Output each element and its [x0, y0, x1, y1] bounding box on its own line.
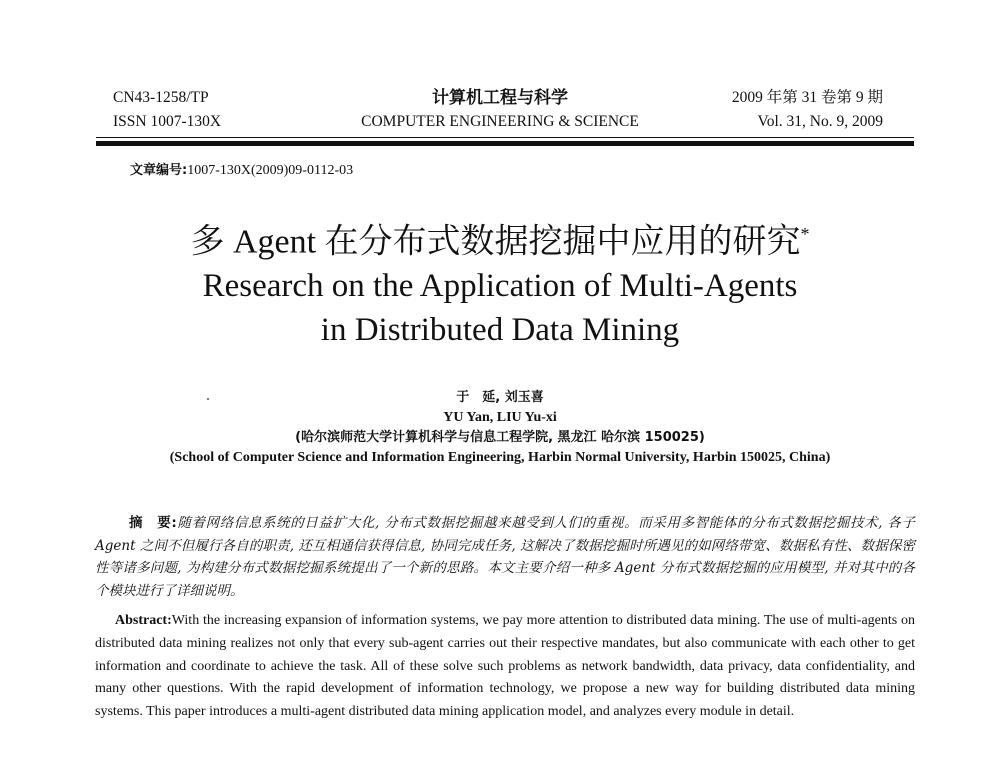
title-cn-text: 多 Agent 在分布式数据挖掘中应用的研究: [190, 223, 801, 261]
issn: ISSN 1007-130X: [113, 113, 222, 130]
article-number: [130, 159, 353, 179]
abstract-en: [95, 610, 915, 724]
header-right: [732, 86, 883, 134]
header-rule-thin: [96, 137, 914, 138]
article-number-value: 1007-130X(2009)09-0112-03: [187, 163, 354, 178]
affiliation-cn: (哈尔滨师范大学计算机科学与信息工程学院, 黑龙江 哈尔滨 150025): [295, 430, 705, 445]
abstract-en-text: With the increasing expansion of information systems, we pay more attention to distributed data mining. The use of multi-agents on distributed data mining realizes not only that every sub-agent carries out their respective mandates, but also communicate with each other to get information and coordinate to achieve the task. All of these solve such problems as network bandwidth, data privacy, data confidentiality, and many other questions. With the rapid development of information technology, we propose a new way for building distributed data mining systems. This paper introduces a multi-agent distributed data mining application model, and analyzes every module in detail.: [95, 613, 915, 720]
title-cn: [0, 212, 1000, 264]
article-number-label: 文章编号:: [130, 163, 188, 178]
abstract-en-label: Abstract:: [115, 613, 172, 628]
affiliation-en: (School of Computer Science and Information Engineering, Harbin Normal University, Harbin 150025, China): [169, 450, 831, 465]
cn-code: CN43-1258/TP: [113, 89, 209, 106]
issue-cn: 2009 年第 31 卷第 9 期: [731, 89, 883, 106]
title-footnote-mark: *: [800, 224, 810, 244]
title-en: [0, 264, 1000, 352]
abstract-cn: [95, 512, 915, 602]
journal-title-cn: 计算机工程与科学: [432, 88, 568, 108]
authors-cn: 于 延, 刘玉喜: [456, 390, 544, 405]
authors-block: [0, 388, 1000, 468]
journal-title-en: COMPUTER ENGINEERING & SCIENCE: [361, 113, 639, 130]
title-en-line2: in Distributed Data Mining: [320, 312, 680, 348]
authors-en: YU Yan, LIU Yu-xi: [443, 410, 557, 425]
abstract-cn-label: 摘 要:: [129, 515, 177, 531]
header-rule-thick: [96, 141, 914, 146]
abstract-cn-text: 随着网络信息系统的日益扩大化, 分布式数据挖掘越来越受到人们的重视。而采用多智能体的分布式数据挖掘技术, 各子 Agent 之间不但履行各自的职责, 还互相通信获得信息, 协同完成任务, 这解决了数据挖掘时所遇见的如网络带宽、数据私有性、数据保密性等诸多问题, 为构建分布式数据挖掘系统提出了一个新的思路。本文主要介绍一种多 Agent 分布式数据挖掘的应用模型, 并对其中的各个模块进行了详细说明。: [95, 515, 915, 599]
issue-en: Vol. 31, No. 9, 2009: [757, 113, 883, 130]
title-en-line1: Research on the Application of Multi-Agents: [202, 268, 798, 304]
